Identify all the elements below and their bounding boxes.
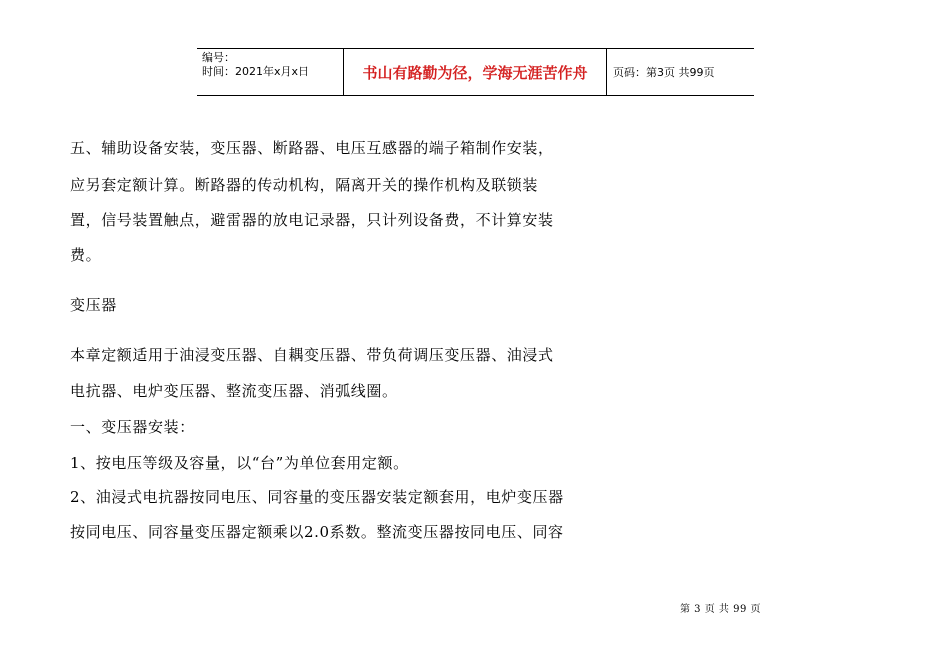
- body-line: 电抗器、电炉变压器、整流变压器、消弧线圈。: [70, 382, 398, 400]
- header-motto: 书山有路勤为径，学海无涯苦作舟: [344, 49, 607, 96]
- time-label: 时间：2021年x月x日: [202, 65, 310, 78]
- body-line: 本章定额适用于油浸变压器、自耦变压器、带负荷调压变压器、油浸式: [70, 346, 554, 364]
- body-line: 费。: [70, 246, 102, 264]
- body-line: 五、辅助设备安装，变压器、断路器、电压互感器的端子箱制作安装，: [70, 139, 554, 157]
- body-line: 1、按电压等级及容量，以“台”为单位套用定额。: [70, 454, 409, 472]
- body-line: 置，信号装置触点，避雷器的放电记录器，只计列设备费，不计算安装: [70, 211, 554, 229]
- header-page-code: 页码：第3页 共99页: [607, 49, 755, 96]
- body-line: 按同电压、同容量变压器定额乘以2.0系数。整流变压器按同电压、同容: [70, 523, 564, 541]
- body-line: 应另套定额计算。断路器的传动机构，隔离开关的操作机构及联锁装: [70, 176, 539, 194]
- footer-page-number: 第 3 页 共 99 页: [680, 604, 761, 615]
- body-line: 一、变压器安装：: [70, 418, 195, 436]
- body-line: 2、油浸式电抗器按同电压、同容量的变压器安装定额套用，电炉变压器: [70, 488, 564, 506]
- number-label: 编号：: [202, 51, 235, 64]
- section-heading: 变压器: [70, 296, 117, 314]
- header-table: [197, 48, 754, 96]
- header-meta-cell: [197, 49, 344, 96]
